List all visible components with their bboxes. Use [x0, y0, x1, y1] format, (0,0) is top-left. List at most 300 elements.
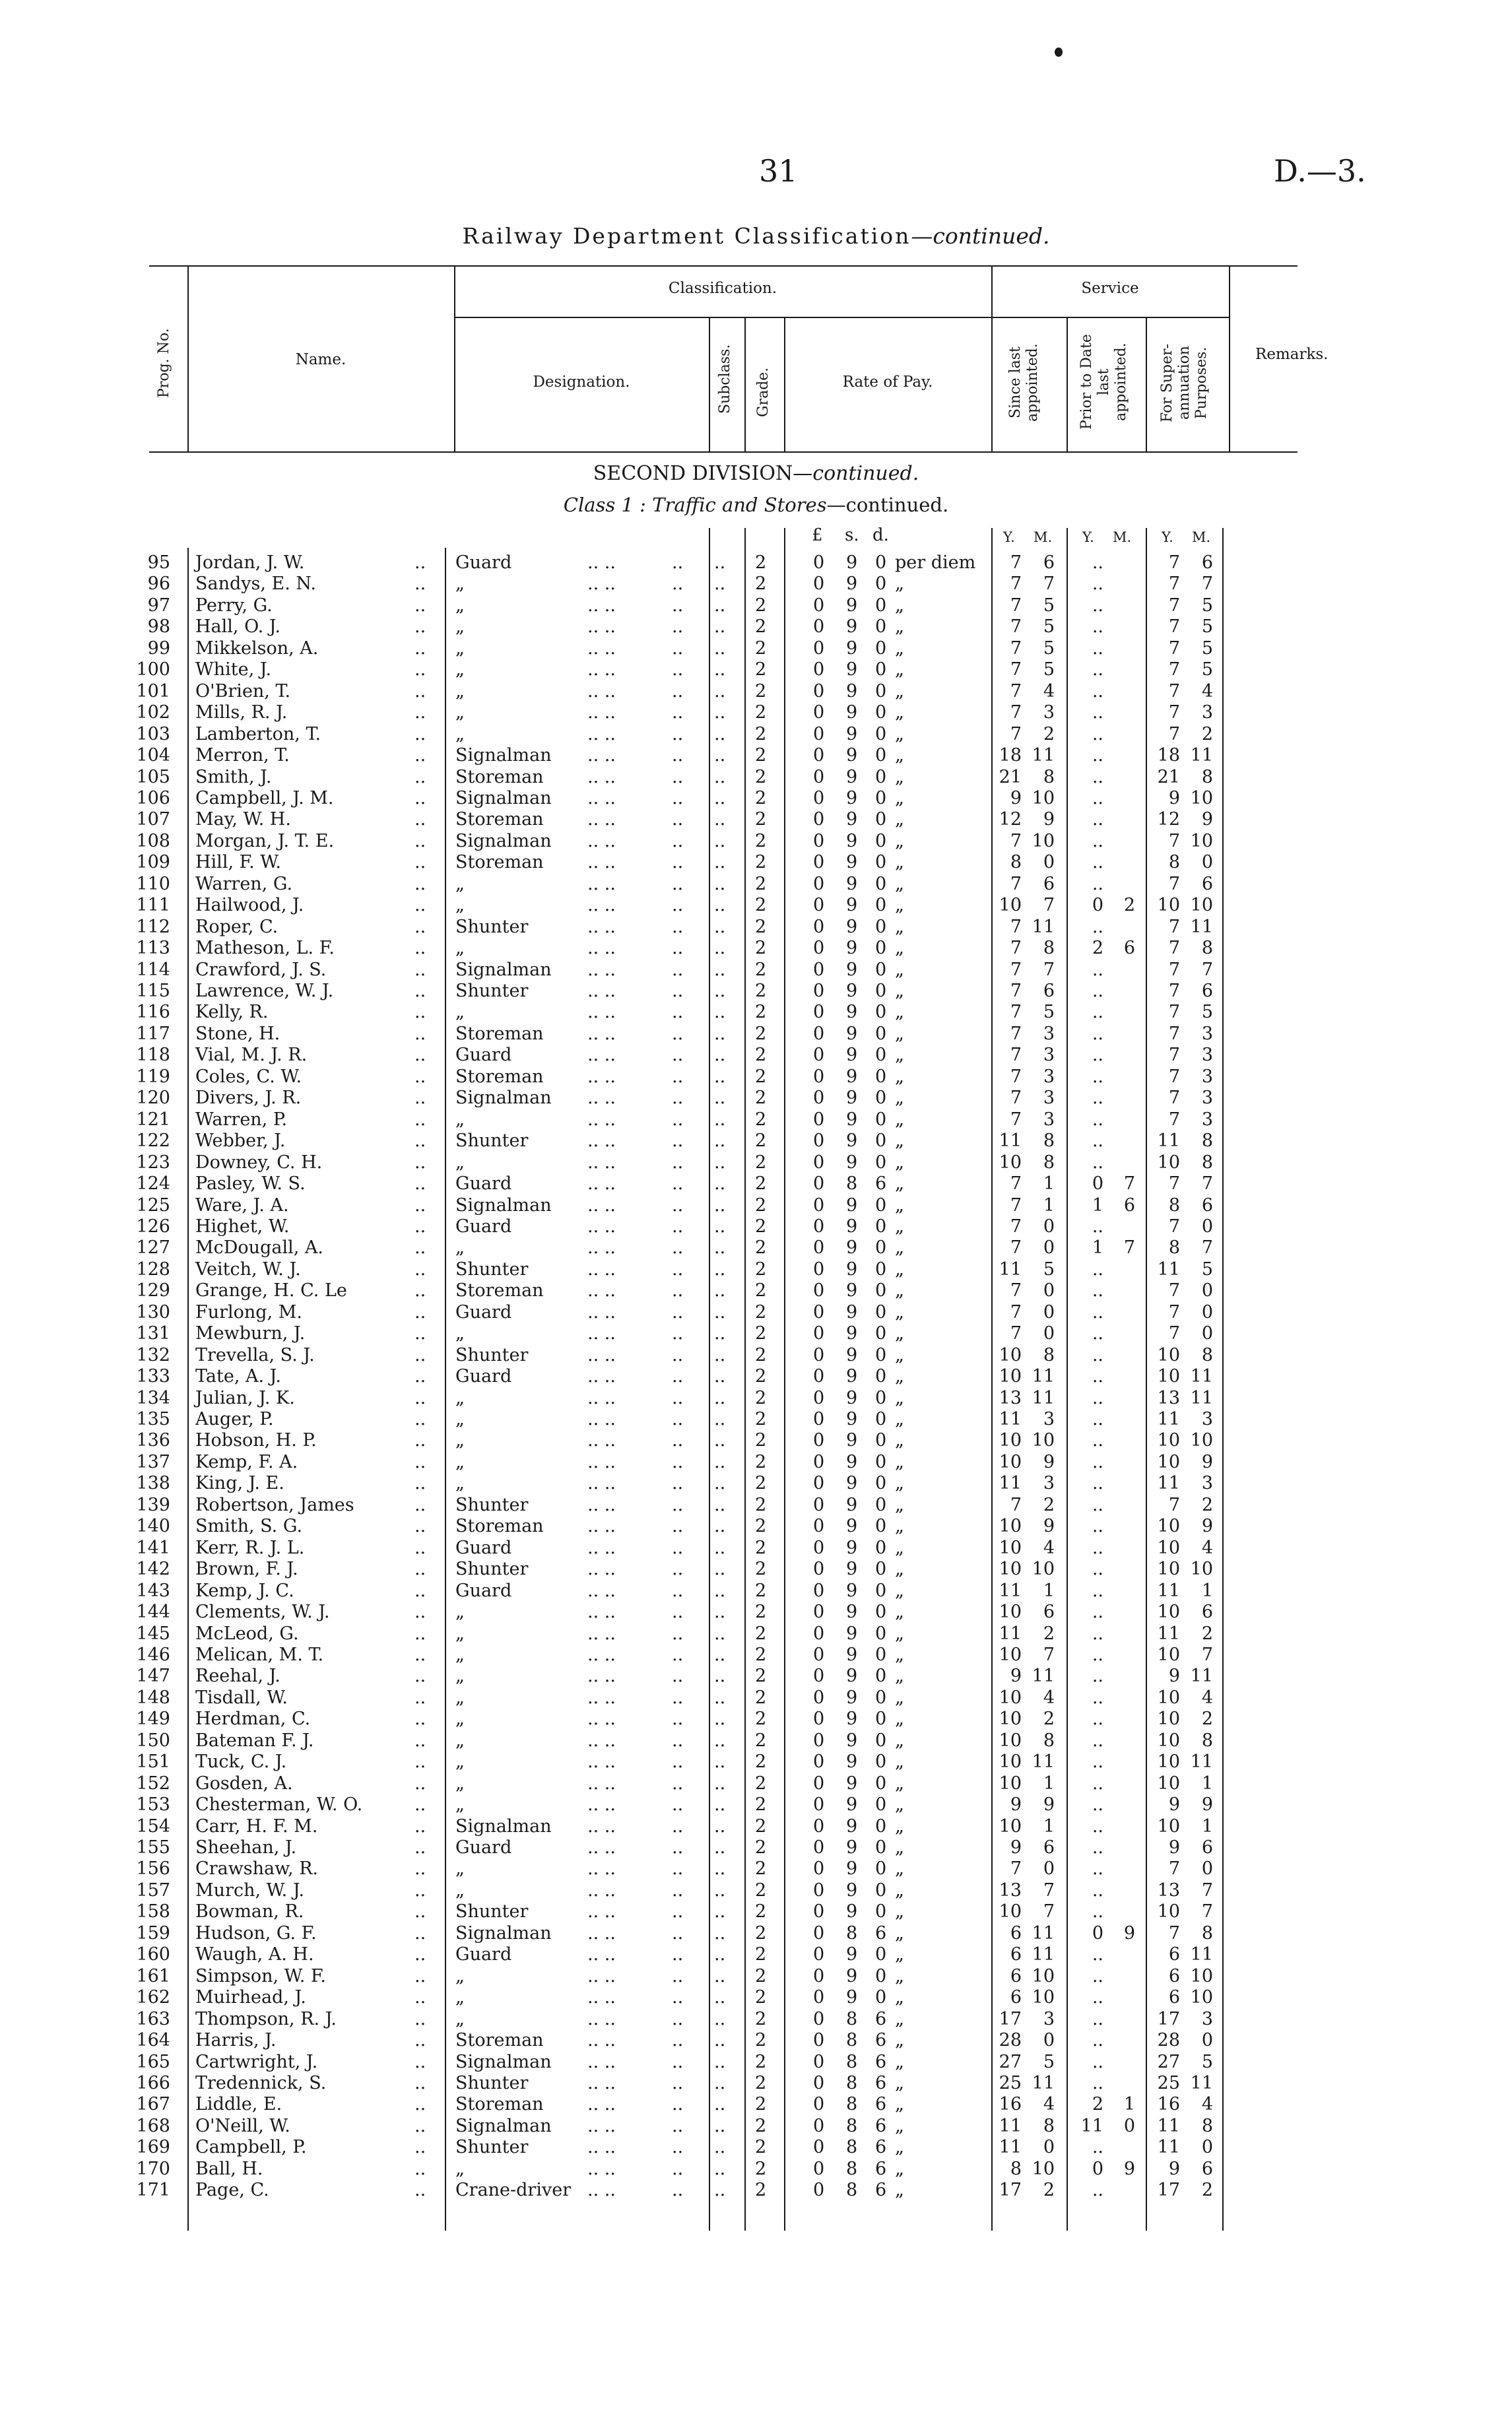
name: Clements, W. J. — [195, 1602, 330, 1623]
page-title — [0, 223, 1512, 249]
pay-pounds: 0 — [813, 1922, 825, 1944]
grade: 2 — [755, 2158, 767, 2179]
header-service: Service — [1081, 280, 1139, 297]
pay-pence: 0 — [875, 1195, 887, 1216]
grade: 2 — [755, 702, 767, 723]
since-years: 7 — [1010, 1109, 1022, 1130]
leader-dots: .. — [672, 2158, 684, 2179]
leader-dots: .. — [414, 959, 426, 980]
pay-period: „ — [895, 1002, 904, 1023]
since-years: 17 — [999, 2008, 1022, 2029]
super-years: 11 — [1157, 1259, 1180, 1280]
since-years: 7 — [1010, 1173, 1022, 1195]
pay-pence: 0 — [875, 1559, 887, 1580]
table-row — [0, 1944, 1512, 1965]
table-row — [0, 1152, 1512, 1173]
designation: „ — [455, 1794, 465, 1816]
grade: 2 — [755, 1794, 767, 1816]
pay-shillings: 9 — [846, 1152, 858, 1173]
since-months: 11 — [1032, 745, 1055, 766]
leader-dots: .. .. — [587, 1837, 616, 1858]
designation: Guard — [455, 1366, 512, 1387]
pay-period: „ — [895, 1944, 904, 1965]
grade: 2 — [755, 873, 767, 894]
super-years: 10 — [1157, 1430, 1180, 1451]
pay-pence: 0 — [875, 1580, 887, 1601]
pay-pence: 0 — [875, 1752, 887, 1773]
super-years: 7 — [1168, 1494, 1180, 1515]
since-months: 8 — [1043, 1344, 1055, 1365]
leader-dots: .. — [414, 680, 426, 702]
prior-years: .. — [1092, 1045, 1103, 1066]
designation: Storeman — [455, 852, 544, 873]
super-months: 5 — [1201, 638, 1213, 659]
pay-shillings: 9 — [846, 723, 858, 744]
pay-period: „ — [895, 595, 904, 616]
pay-pence: 0 — [875, 873, 887, 894]
super-months: 4 — [1201, 1537, 1213, 1558]
prog-no: 161 — [136, 1965, 170, 1986]
pay-shillings: 9 — [846, 1644, 858, 1665]
super-years: 6 — [1168, 1965, 1180, 1986]
pay-pence: 0 — [875, 1837, 887, 1858]
pay-period: „ — [895, 1559, 904, 1580]
prior-years: 0 — [1092, 895, 1103, 916]
pay-pence: 6 — [875, 1922, 887, 1944]
super-years: 8 — [1168, 852, 1180, 873]
title-main: Railway Department Classification — [462, 223, 911, 249]
subclass: .. — [714, 1280, 726, 1301]
since-years: 6 — [1010, 1922, 1022, 1944]
leader-dots: .. — [414, 638, 426, 659]
grade: 2 — [755, 1880, 767, 1901]
pay-pounds: 0 — [813, 809, 825, 830]
super-months: 0 — [1201, 2137, 1213, 2158]
prior-years: .. — [1092, 1344, 1103, 1365]
pay-period: „ — [895, 1858, 904, 1880]
subclass: .. — [714, 616, 726, 638]
pay-pence: 0 — [875, 1709, 887, 1730]
table-row — [0, 1837, 1512, 1858]
pay-pounds: 0 — [813, 2008, 825, 2029]
since-months: 8 — [1043, 1730, 1055, 1751]
prog-no: 100 — [136, 659, 170, 680]
leader-dots: .. .. — [587, 895, 616, 916]
leader-dots: .. — [414, 1045, 426, 1066]
leader-dots: .. — [414, 2137, 426, 2158]
leader-dots: .. — [672, 1344, 684, 1365]
super-months: 8 — [1201, 1130, 1213, 1152]
prior-years: .. — [1092, 2051, 1103, 2072]
subclass: .. — [714, 745, 726, 766]
name: Highet, W. — [195, 1216, 290, 1237]
grade: 2 — [755, 787, 767, 808]
leader-dots: .. — [414, 938, 426, 959]
super-years: 7 — [1168, 938, 1180, 959]
prog-no: 110 — [136, 873, 170, 894]
pay-period: „ — [895, 1837, 904, 1858]
prog-no: 115 — [136, 981, 170, 1001]
table-row — [0, 851, 1512, 873]
prior-years: .. — [1092, 1494, 1103, 1515]
prior-years: .. — [1092, 959, 1103, 980]
subclass: .. — [714, 1494, 726, 1515]
pay-shillings: 9 — [846, 1516, 858, 1537]
name: Kemp, J. C. — [195, 1580, 294, 1601]
since-months: 3 — [1043, 1023, 1055, 1044]
subclass: .. — [714, 1195, 726, 1216]
pay-pounds: 0 — [813, 1687, 825, 1708]
prog-no: 170 — [136, 2158, 170, 2179]
grade: 2 — [755, 1816, 767, 1837]
subclass: .. — [714, 1366, 726, 1387]
pay-pence: 0 — [875, 552, 887, 573]
leader-dots: .. .. — [587, 916, 616, 937]
leader-dots: .. — [672, 1473, 684, 1494]
leader-dots: .. .. — [587, 1430, 616, 1451]
name: Waugh, A. H. — [195, 1944, 314, 1965]
table-row — [0, 1816, 1512, 1837]
leader-dots: .. — [672, 2094, 684, 2115]
pay-pence: 0 — [875, 1088, 887, 1109]
leader-dots: .. .. — [587, 573, 616, 595]
subclass: .. — [714, 1880, 726, 1901]
pay-shillings: 9 — [846, 1880, 858, 1901]
pay-pence: 0 — [875, 1109, 887, 1130]
leader-dots: .. — [672, 1045, 684, 1066]
name: Gosden, A. — [195, 1773, 293, 1794]
leader-dots: .. .. — [587, 659, 616, 680]
pay-pence: 0 — [875, 1473, 887, 1494]
name: Warren, G. — [195, 873, 293, 894]
subclass: .. — [714, 959, 726, 980]
pay-pence: 0 — [875, 1602, 887, 1623]
pay-pounds: 0 — [813, 2051, 825, 2072]
super-months: 7 — [1201, 1880, 1213, 1901]
leader-dots: .. — [414, 1494, 426, 1515]
pay-pounds: 0 — [813, 895, 825, 916]
designation: „ — [455, 1473, 465, 1494]
pay-pounds: 0 — [813, 1816, 825, 1837]
since-months: 4 — [1043, 1537, 1055, 1558]
designation: „ — [455, 1623, 465, 1644]
name: Auger, P. — [195, 1409, 274, 1429]
super-months: 7 — [1201, 1237, 1213, 1259]
leader-dots: .. — [414, 2051, 426, 2072]
table-row — [0, 1537, 1512, 1559]
since-years: 8 — [1010, 852, 1022, 873]
leader-dots: .. .. — [587, 1195, 616, 1216]
grade: 2 — [755, 2180, 767, 2201]
since-years: 7 — [1010, 595, 1022, 616]
since-months: 2 — [1043, 723, 1055, 744]
leader-dots: .. — [672, 1987, 684, 2008]
since-months: 11 — [1032, 1752, 1055, 1773]
pay-period: „ — [895, 959, 904, 980]
grade: 2 — [755, 1130, 767, 1152]
since-months: 9 — [1043, 1451, 1055, 1472]
super-months: 6 — [1201, 2158, 1213, 2179]
super-months: 0 — [1201, 852, 1213, 873]
pay-pence: 0 — [875, 1409, 887, 1429]
name: Carr, H. F. M. — [195, 1816, 318, 1837]
super-years: 9 — [1168, 1666, 1180, 1687]
unit-pence: d. — [872, 525, 889, 545]
grade: 2 — [755, 1387, 767, 1408]
since-years: 10 — [999, 1709, 1022, 1730]
prior-years: .. — [1092, 1066, 1103, 1087]
prog-no: 129 — [136, 1280, 170, 1301]
grade: 2 — [755, 1195, 767, 1216]
leader-dots: .. .. — [587, 1901, 616, 1922]
since-months: 10 — [1032, 1965, 1055, 1986]
since-years: 7 — [1010, 1195, 1022, 1216]
since-months: 5 — [1043, 595, 1055, 616]
since-months: 2 — [1043, 1494, 1055, 1515]
leader-dots: .. — [672, 1666, 684, 1687]
leader-dots: .. — [672, 1602, 684, 1623]
designation: „ — [455, 1773, 465, 1794]
designation: Signalman — [455, 2051, 552, 2072]
prior-years: 1 — [1092, 1195, 1103, 1216]
pay-pounds: 0 — [813, 938, 825, 959]
prog-no: 127 — [136, 1237, 170, 1259]
super-years: 10 — [1157, 895, 1180, 916]
designation: Shunter — [455, 1130, 529, 1152]
pay-period: „ — [895, 1109, 904, 1130]
table-row — [0, 1408, 1512, 1430]
since-years: 10 — [999, 1687, 1022, 1708]
subclass: .. — [714, 1130, 726, 1152]
name: Hailwood, J. — [195, 895, 304, 916]
super-years: 13 — [1157, 1880, 1180, 1901]
leader-dots: .. .. — [587, 1987, 616, 2008]
designation: Guard — [455, 1944, 512, 1965]
since-months: 6 — [1043, 552, 1055, 573]
leader-dots: .. .. — [587, 2051, 616, 2072]
prog-no: 141 — [136, 1537, 170, 1558]
since-years: 10 — [999, 1773, 1022, 1794]
pay-shillings: 9 — [846, 1259, 858, 1280]
super-months: 7 — [1201, 959, 1213, 980]
leader-dots: .. .. — [587, 1323, 616, 1344]
since-months: 1 — [1043, 1773, 1055, 1794]
pay-shillings: 9 — [846, 1537, 858, 1558]
super-months: 10 — [1190, 1987, 1213, 2008]
grade: 2 — [755, 766, 767, 787]
pay-shillings: 9 — [846, 938, 858, 959]
since-months: 3 — [1043, 1066, 1055, 1087]
pay-shillings: 9 — [846, 1045, 858, 1066]
designation: Storeman — [455, 2030, 544, 2051]
since-months: 0 — [1043, 2137, 1055, 2158]
designation: Shunter — [455, 1559, 529, 1580]
designation: „ — [455, 1666, 465, 1687]
leader-dots: .. — [672, 1516, 684, 1537]
pay-pounds: 0 — [813, 1451, 825, 1472]
since-months: 7 — [1043, 895, 1055, 916]
leader-dots: .. .. — [587, 2008, 616, 2029]
leader-dots: .. — [414, 1023, 426, 1044]
page-number: 31 — [759, 153, 798, 189]
since-years: 7 — [1010, 573, 1022, 595]
since-months: 10 — [1032, 1430, 1055, 1451]
prog-no: 124 — [136, 1173, 170, 1195]
prog-no: 136 — [136, 1430, 170, 1451]
name: Hill, F. W. — [195, 852, 281, 873]
leader-dots: .. — [672, 959, 684, 980]
prog-no: 121 — [136, 1109, 170, 1130]
table-row — [0, 959, 1512, 981]
subclass: .. — [714, 1002, 726, 1023]
table-row — [0, 1323, 1512, 1344]
since-years: 7 — [1010, 959, 1022, 980]
pay-pounds: 0 — [813, 2030, 825, 2051]
pay-pounds: 0 — [813, 1280, 825, 1301]
super-months: 5 — [1201, 659, 1213, 680]
super-months: 4 — [1201, 680, 1213, 702]
prior-years: .. — [1092, 1023, 1103, 1044]
super-months: 2 — [1201, 723, 1213, 744]
name: Brown, F. J. — [195, 1559, 298, 1580]
prog-no: 165 — [136, 2051, 170, 2072]
leader-dots: .. — [672, 1173, 684, 1195]
leader-dots: .. — [672, 552, 684, 573]
super-years: 7 — [1168, 616, 1180, 638]
leader-dots: .. — [414, 1580, 426, 1601]
subclass: .. — [714, 1816, 726, 1837]
pay-period: „ — [895, 1023, 904, 1044]
since-months: 0 — [1043, 1216, 1055, 1237]
subclass: .. — [714, 1045, 726, 1066]
super-months: 7 — [1201, 1901, 1213, 1922]
leader-dots: .. — [414, 1366, 426, 1387]
leader-dots: .. .. — [587, 1259, 616, 1280]
prog-no: 106 — [136, 787, 170, 808]
subclass: .. — [714, 1922, 726, 1944]
leader-dots: .. — [414, 1752, 426, 1773]
grade: 2 — [755, 680, 767, 702]
super-years: 7 — [1168, 916, 1180, 937]
super-years: 7 — [1168, 1301, 1180, 1323]
name: Mikkelson, A. — [195, 638, 319, 659]
pay-period: „ — [895, 1516, 904, 1537]
prior-years: .. — [1092, 638, 1103, 659]
leader-dots: .. — [672, 1409, 684, 1429]
header-grade: Grade. — [755, 367, 772, 417]
since-months: 11 — [1032, 1387, 1055, 1408]
pay-pence: 0 — [875, 723, 887, 744]
pay-shillings: 8 — [846, 2137, 858, 2158]
subclass: .. — [714, 1323, 726, 1344]
leader-dots: .. — [672, 1773, 684, 1794]
since-months: 7 — [1043, 573, 1055, 595]
leader-dots: .. — [414, 1344, 426, 1365]
pay-pence: 0 — [875, 1516, 887, 1537]
leader-dots: .. — [672, 1965, 684, 1986]
subclass: .. — [714, 2030, 726, 2051]
leader-dots: .. — [414, 1794, 426, 1816]
subclass: .. — [714, 1387, 726, 1408]
since-years: 7 — [1010, 938, 1022, 959]
leader-dots: .. — [414, 1709, 426, 1730]
grade: 2 — [755, 616, 767, 638]
pay-pence: 0 — [875, 1344, 887, 1365]
designation: Signalman — [455, 830, 552, 851]
grade: 2 — [755, 830, 767, 851]
since-years: 7 — [1010, 981, 1022, 1001]
prior-years: .. — [1092, 1323, 1103, 1344]
name: Mills, R. J. — [195, 702, 288, 723]
subclass: .. — [714, 1088, 726, 1109]
unit-prior-months: M. — [1113, 529, 1132, 545]
prior-years: .. — [1092, 1773, 1103, 1794]
prior-years: 0 — [1092, 1922, 1103, 1944]
leader-dots: .. .. — [587, 1537, 616, 1558]
subclass: .. — [714, 1109, 726, 1130]
grade: 2 — [755, 1922, 767, 1944]
super-years: 7 — [1168, 830, 1180, 851]
leader-dots: .. .. — [587, 680, 616, 702]
since-years: 17 — [999, 2180, 1022, 2201]
super-years: 7 — [1168, 1045, 1180, 1066]
pay-shillings: 9 — [846, 1987, 858, 2008]
pay-period: „ — [895, 616, 904, 638]
leader-dots: .. — [414, 1537, 426, 1558]
since-years: 6 — [1010, 1987, 1022, 2008]
table-row — [0, 1087, 1512, 1109]
pay-pounds: 0 — [813, 702, 825, 723]
leader-dots: .. — [672, 1687, 684, 1708]
leader-dots: .. — [672, 1880, 684, 1901]
leader-dots: .. .. — [587, 1216, 616, 1237]
leader-dots: .. — [672, 2008, 684, 2029]
prog-no: 107 — [136, 809, 170, 830]
name: Veitch, W. J. — [195, 1259, 301, 1280]
designation: „ — [455, 1237, 465, 1259]
designation: „ — [455, 1409, 465, 1429]
table-row — [0, 1066, 1512, 1088]
name: Stone, H. — [195, 1023, 280, 1044]
designation: „ — [455, 616, 465, 638]
name: Harris, J. — [195, 2030, 277, 2051]
prog-no: 147 — [136, 1666, 170, 1687]
super-months: 7 — [1201, 1173, 1213, 1195]
leader-dots: .. — [672, 1216, 684, 1237]
pay-pence: 6 — [875, 2030, 887, 2051]
pay-pence: 0 — [875, 766, 887, 787]
pay-period: „ — [895, 2094, 904, 2115]
pay-pounds: 0 — [813, 616, 825, 638]
super-years: 11 — [1157, 1130, 1180, 1152]
since-years: 7 — [1010, 723, 1022, 744]
name: Thompson, R. J. — [195, 2008, 337, 2029]
grade: 2 — [755, 1837, 767, 1858]
pay-pounds: 0 — [813, 766, 825, 787]
pay-pence: 0 — [875, 1965, 887, 1986]
pay-period: „ — [895, 2180, 904, 2201]
pay-pence: 0 — [875, 638, 887, 659]
designation: Storeman — [455, 1516, 544, 1537]
pay-shillings: 9 — [846, 1752, 858, 1773]
table-row — [0, 1558, 1512, 1580]
pay-pounds: 0 — [813, 1409, 825, 1429]
subclass: .. — [714, 723, 726, 744]
super-years: 6 — [1168, 1944, 1180, 1965]
prior-months: 6 — [1123, 938, 1135, 959]
pay-pence: 0 — [875, 1301, 887, 1323]
grade: 2 — [755, 916, 767, 937]
